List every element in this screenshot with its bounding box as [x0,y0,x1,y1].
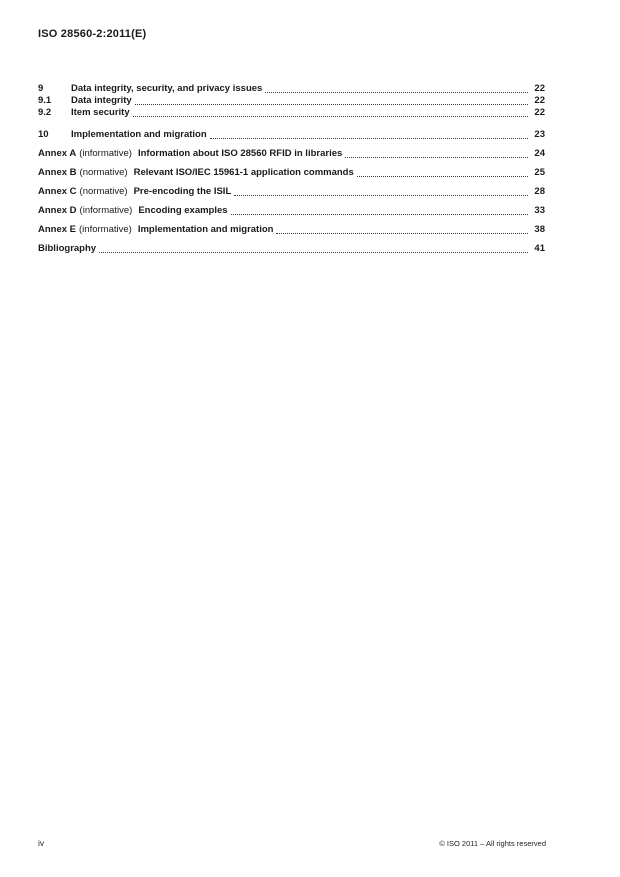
page-footer [38,838,546,848]
toc-entry-title: Bibliography [38,243,97,254]
dot-leader [96,243,531,255]
toc-entry [38,107,545,119]
toc-entry-page: 25 [534,167,545,178]
toc-entry-page: 22 [534,95,545,106]
toc-entry-annex [38,148,545,160]
toc-entry-page: 38 [534,224,545,235]
annex-label: Annex B [38,167,77,178]
dot-leader [228,205,531,217]
folio-page-number: iv [38,838,45,848]
toc-entry [38,83,545,95]
toc-entry-page: 22 [534,107,545,118]
dot-leader [207,129,531,141]
annex-label: Annex A [38,148,77,159]
dot-leader [132,95,531,107]
toc-entry-number: 9 [38,83,44,94]
toc-entry-number: 9.1 [38,95,52,106]
table-of-contents [38,83,545,255]
annex-designation: (informative) [79,205,133,216]
toc-entry-page: 41 [534,243,545,254]
toc-entry-page: 28 [534,186,545,197]
toc-entry-bibliography [38,243,545,255]
toc-entry-number: 10 [38,129,49,140]
annex-label: Annex C [38,186,77,197]
toc-entry-title: Data integrity, security, and privacy issues [71,83,263,94]
toc-entry-annex [38,224,545,236]
toc-entry-title: Implementation and migration [71,129,207,140]
toc-entry-page: 23 [534,129,545,140]
toc-entry-title: Data integrity [71,95,132,106]
toc-entry-title: Relevant ISO/IEC 15961-1 application commands [133,167,354,178]
toc-entry-number: 9.2 [38,107,52,118]
toc-entry-page: 33 [534,205,545,216]
toc-entry-title: Encoding examples [138,205,228,216]
annex-designation: (informative) [79,224,132,235]
dot-leader [342,148,531,160]
toc-entry-page: 24 [534,148,545,159]
annex-designation: (normative) [79,186,128,197]
toc-entry-page: 22 [534,83,545,94]
toc-entry-title: Implementation and migration [137,224,274,235]
annex-designation: (normative) [79,167,128,178]
annex-designation: (informative) [79,148,132,159]
toc-entry [38,95,545,107]
dot-leader [231,186,531,198]
dot-leader [354,167,531,179]
dot-leader [130,107,531,119]
toc-entry-annex [38,186,545,198]
page-header: ISO 28560-2:2011(E) [38,28,147,40]
toc-entry-title: Information about ISO 28560 RFID in libraries [137,148,343,159]
toc-entry-annex [38,205,545,217]
annex-label: Annex D [38,205,77,216]
toc-entry-annex [38,167,545,179]
toc-entry-title: Item security [71,107,130,118]
copyright-notice: © ISO 2011 – All rights reserved [439,839,546,848]
dot-leader [262,83,531,95]
annex-label: Annex E [38,224,77,235]
toc-entry-title: Pre-encoding the ISIL [133,186,232,197]
dot-leader [273,224,531,236]
toc-entry [38,129,545,141]
